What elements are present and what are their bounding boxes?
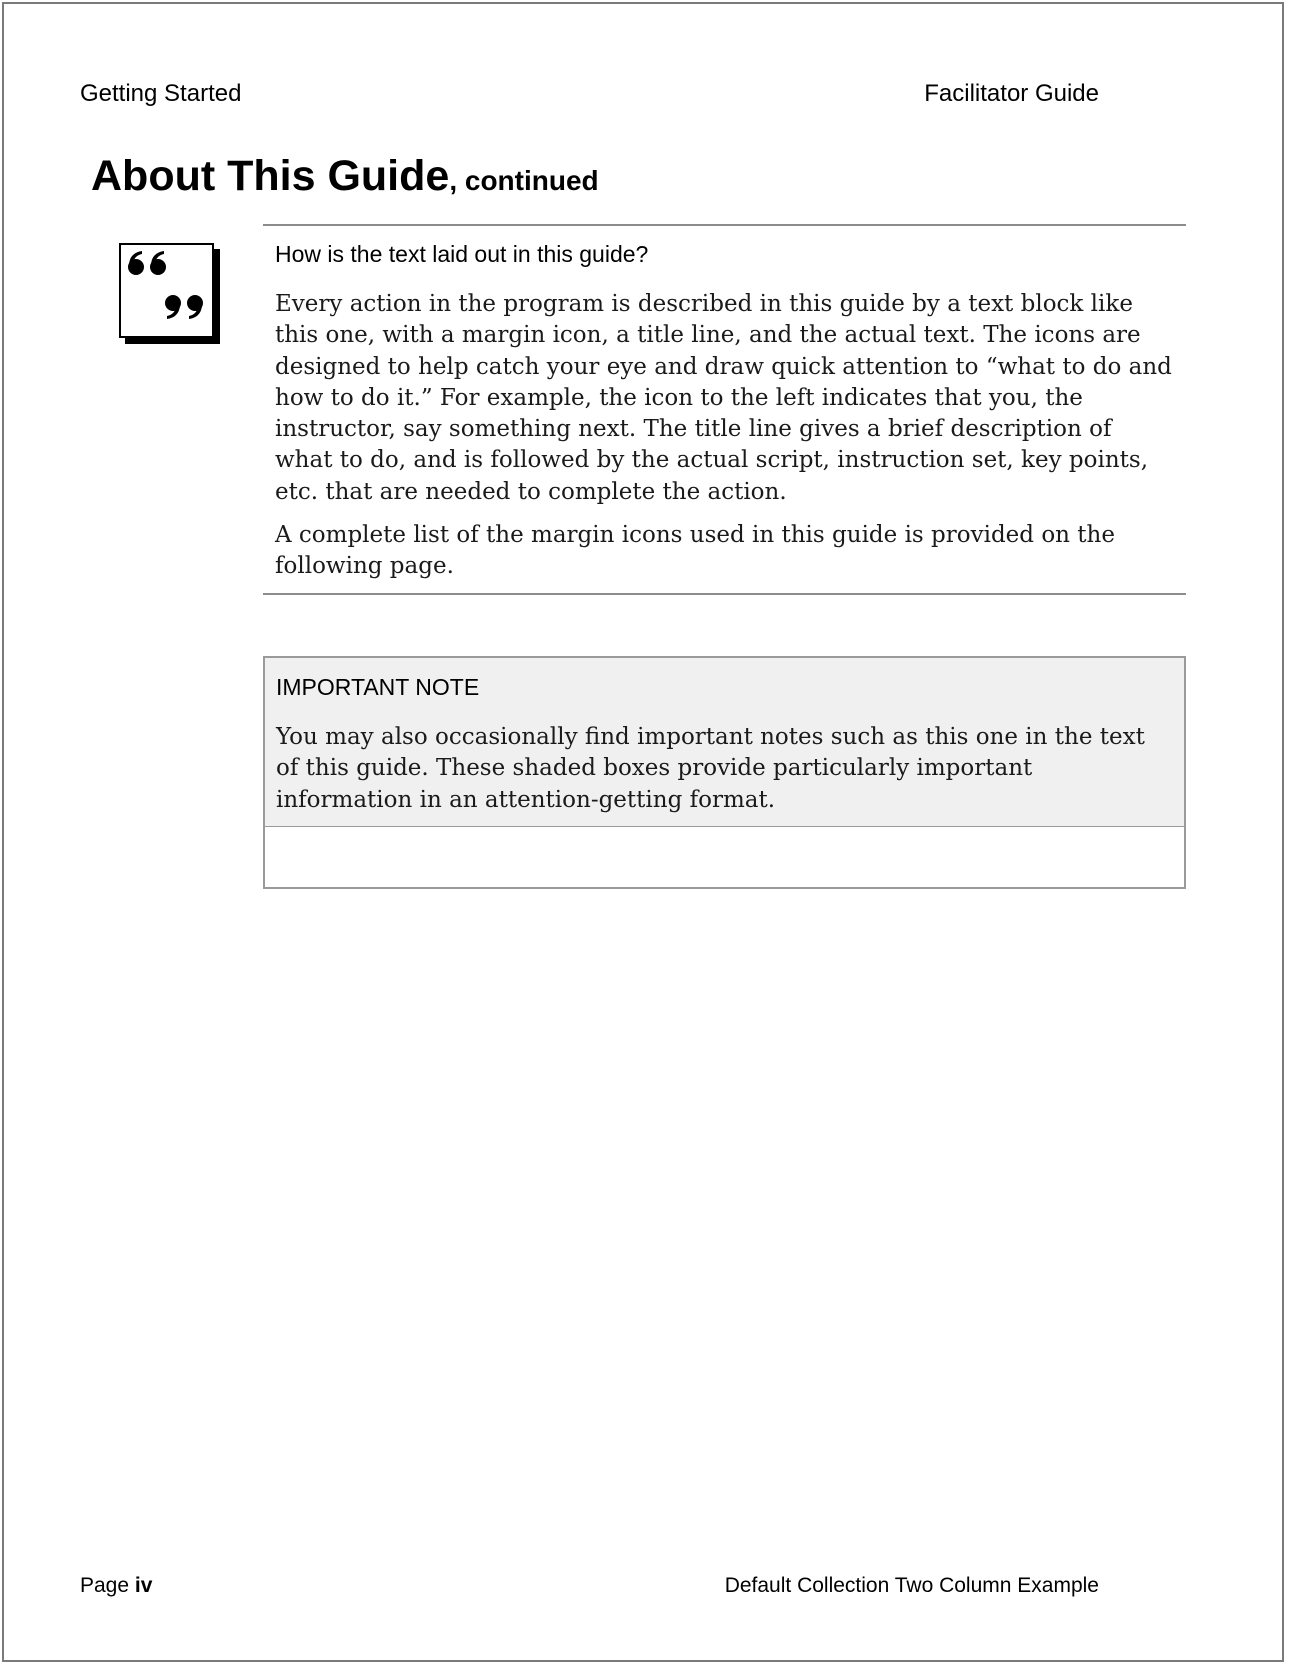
text-block-bottom-rule [263, 593, 1186, 595]
footer-collection: Default Collection Two Column Example [724, 1574, 1099, 1597]
important-note-title: IMPORTANT NOTE [276, 674, 480, 700]
text-block-paragraph-1: Every action in the program is described in this guide by a text block like this one, with a margin icon, a title line, and the actual text. The icons are designed to help catch your eye and draw quick attention to “what to do and how to do it.” For example, the icon to the left indicates that you, the instructor, say something next. The title line gives a brief description of what to do, and is followed by the actual script, instruction set, key points, etc. that are needed to complete the action. [275, 291, 1172, 505]
text-block-title: How is the text laid out in this guide? [275, 241, 649, 267]
quote-icon-frame [119, 243, 214, 338]
footer-page-label: Page [80, 1574, 130, 1597]
page-title-suffix: , continued [449, 165, 599, 196]
important-note-body: You may also occasionally find important notes such as this one in the text of this guide. These shaded boxes provide particularly important information in an attention-getting format. [276, 724, 1145, 813]
footer-page-value: iv [134, 1574, 153, 1597]
header-section: Getting Started [80, 80, 242, 107]
document-page [2, 2, 1284, 1662]
page-title-main: About This Guide [91, 152, 450, 200]
important-note-shaded-area [265, 658, 1184, 827]
text-block-top-rule [263, 224, 1186, 226]
important-note-box [263, 656, 1186, 889]
header-document-title: Facilitator Guide [924, 80, 1099, 107]
quote-icon [119, 243, 214, 338]
text-block-paragraph-2: A complete list of the margin icons used in this guide is provided on the following page. [275, 522, 1115, 580]
page-title [91, 152, 599, 201]
footer-page-number [80, 1574, 152, 1598]
quote-glyph-icon [121, 245, 212, 336]
